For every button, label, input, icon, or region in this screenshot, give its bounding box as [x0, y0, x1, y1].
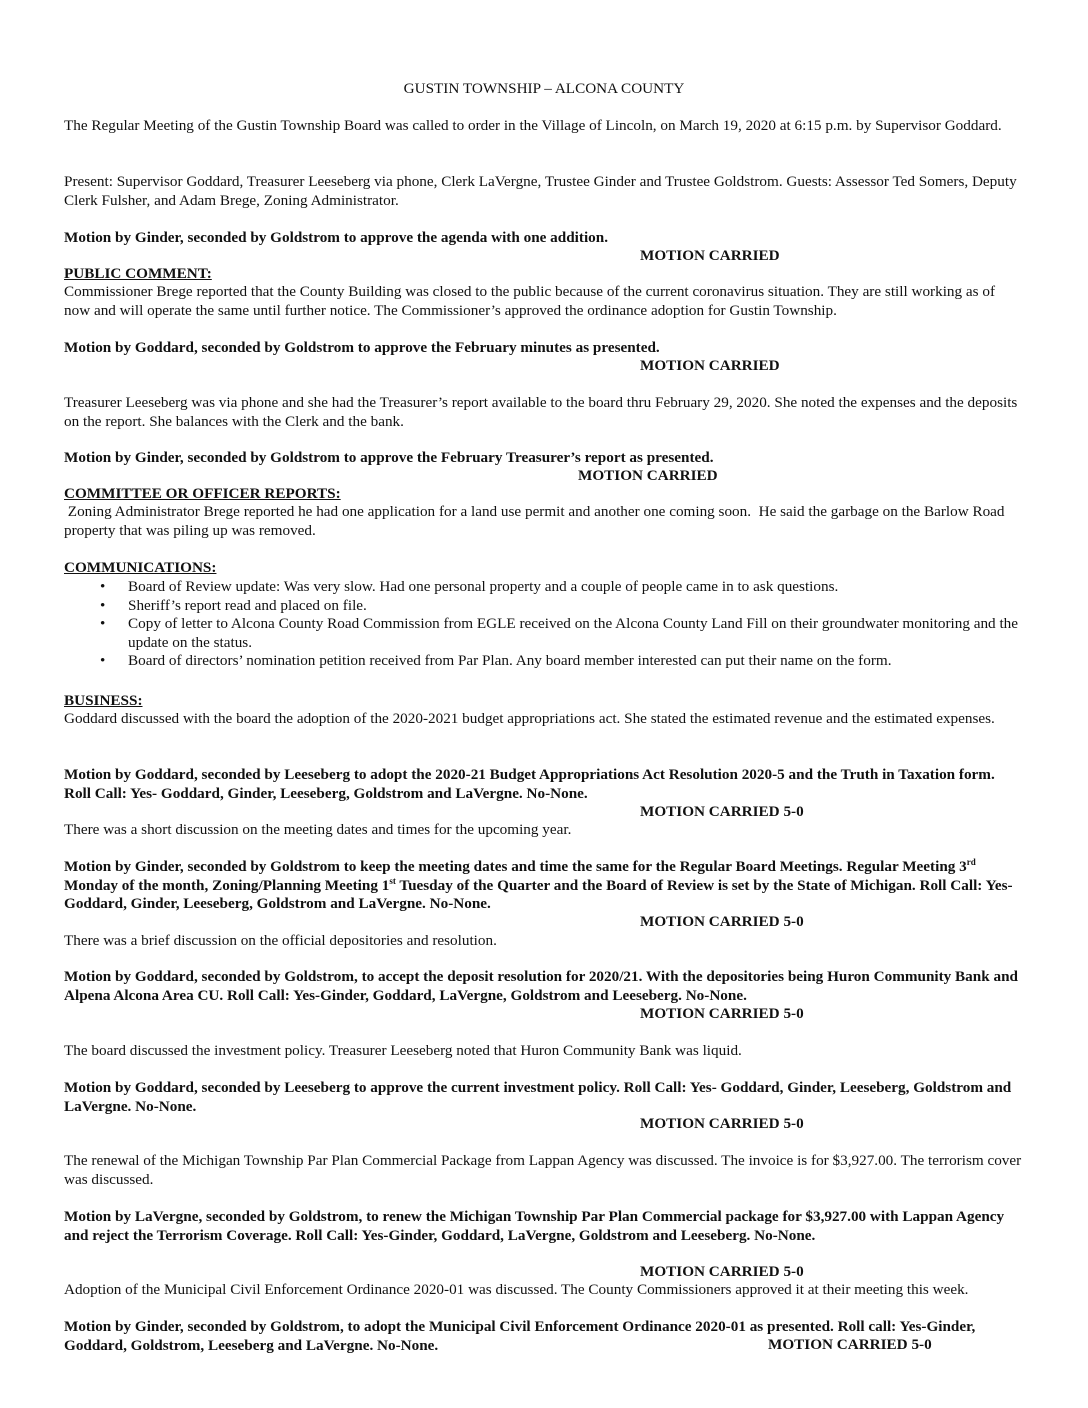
public-comment-text: Commissioner Brege reported that the County Building was closed to the public because of the current coronavirus situation. They are still working as of now and will operate the same until further notice. The Commissioner’s approved the ordinance adoption for Gustin Township. — [64, 283, 996, 319]
motion-budget: Motion by Goddard, seconded by Leeseberg to adopt the 2020-21 Budget Appropriations Act Resolution 2020-5 and the Truth in Taxation form. Roll Call: Yes- Goddard, Ginder, Leeseberg, Goldstrom and LaVergne. No-None. — [64, 766, 995, 802]
bullet-icon: • — [100, 652, 106, 669]
committee-text: Zoning Administrator Brege reported he had one application for a land use permit and another one coming soon. He said the garbage on the Barlow Road property that was piling up was removed. — [64, 503, 1009, 539]
list-item: • Board of directors’ nomination petition received from Par Plan. Any board member interested can put their name on the form. — [100, 652, 892, 669]
intro-paragraph: The Regular Meeting of the Gustin Township Board was called to order in the Village of Lincoln, on March 19, 2020 at 6:15 p.m. by Supervisor Goddard. — [64, 117, 1002, 134]
motion-treasurer: Motion by Ginder, seconded by Goldstrom to approve the February Treasurer’s report as presented. — [64, 449, 714, 466]
motion-carried-treasurer: MOTION CARRIED — [578, 467, 718, 484]
document-title: GUSTIN TOWNSHIP – ALCONA COUNTY — [403, 80, 685, 97]
present-paragraph: Present: Supervisor Goddard, Treasurer Leeseberg via phone, Clerk LaVergne, Trustee Ginder and Trustee Goldstrom. Guests: Assessor Ted Somers, Deputy Clerk Fulsher, and Adam Brege, Zoning Administrator. — [64, 173, 1017, 209]
motion-carried-agenda: MOTION CARRIED — [640, 247, 780, 264]
bullet-icon: • — [100, 615, 106, 632]
motion-carried-parplan: MOTION CARRIED 5-0 — [640, 1263, 804, 1280]
committee-heading: COMMITTEE OR OFFICER REPORTS: — [64, 485, 341, 502]
motion-carried-ordinance: MOTION CARRIED 5-0 — [768, 1336, 932, 1353]
motion-investment: Motion by Goddard, seconded by Leeseberg to approve the current investment policy. Roll Call: Yes- Goddard, Ginder, Leeseberg, Goldstrom and LaVergne. No-None. — [64, 1079, 1012, 1115]
ordinance-discussion: Adoption of the Municipal Civil Enforcement Ordinance 2020-01 was discussed. The County Commissioners approved it at their meeting this week. — [64, 1281, 969, 1298]
motion-deposit: Motion by Goddard, seconded by Goldstrom, to accept the deposit resolution for 2020/21. With the depositories being Huron Community Bank and Alpena Alcona Area CU. Roll Call: Yes-Ginder, Goddard, LaVergne, Goldstrom and Leeseberg. No-None. — [64, 968, 1018, 1004]
motion-agenda: Motion by Ginder, seconded by Goldstrom to approve the agenda with one addition. — [64, 229, 609, 246]
motion-carried-deposit: MOTION CARRIED 5-0 — [640, 1005, 804, 1022]
parplan-discussion: The renewal of the Michigan Township Par Plan Commercial Package from Lappan Agency was discussed. The invoice is for $3,927.00. The terrorism cover was discussed. — [64, 1152, 1022, 1188]
communications-list — [64, 578, 1024, 671]
motion-carried-dates: MOTION CARRIED 5-0 — [640, 913, 804, 930]
investment-discussion: The board discussed the investment policy. Treasurer Leeseberg noted that Huron Community Bank was liquid. — [64, 1042, 742, 1059]
dates-discussion: There was a short discussion on the meeting dates and times for the upcoming year. — [64, 821, 572, 838]
communications-heading: COMMUNICATIONS: — [64, 559, 217, 576]
business-text: Goddard discussed with the board the adoption of the 2020-2021 budget appropriations act. She stated the estimated revenue and the estimated expenses. — [64, 710, 995, 727]
motion-ordinance: Motion by Ginder, seconded by Goldstrom, to adopt the Municipal Civil Enforcement Ordinance 2020-01 as presented. Roll call: Yes-Ginder, Goddard, Goldstrom, Leeseberg and LaVergne. No-None. — [64, 1318, 976, 1354]
motion-parplan: Motion by LaVergne, seconded by Goldstrom, to renew the Michigan Township Par Plan Commercial package for $3,927.00 with Lappan Agency and reject the Terrorism Coverage. Roll Call: Yes-Ginder, Goddard, LaVergne, Goldstrom and Leeseberg. No-None. — [64, 1208, 1005, 1244]
list-item: • Sheriff’s report read and placed on file. — [100, 596, 367, 614]
treasurer-paragraph: Treasurer Leeseberg was via phone and she had the Treasurer’s report available to the board thru February 29, 2020. She noted the expenses and the deposits on the report. She balances with the Clerk and the bank. — [64, 394, 1018, 430]
minutes-page — [64, 0, 1024, 1408]
motion-carried-budget: MOTION CARRIED 5-0 — [640, 803, 804, 820]
depositories-discussion: There was a brief discussion on the official depositories and resolution. — [64, 932, 497, 949]
motion-carried-minutes: MOTION CARRIED — [640, 357, 780, 374]
list-item: • Board of Review update: Was very slow. Had one personal property and a couple of people came in to ask questions. — [100, 578, 839, 595]
motion-dates: Motion by Ginder, seconded by Goldstrom to keep the meeting dates and time the same for the Regular Board Meetings. Regular Meeting 3rd Monday of the month, Zoning/Planning Meeting 1st Tuesday of the Quarter and the Board of Review is set by the State of Michigan. Roll Call: Yes-Goddard, Ginder, Leeseberg, Goldstrom and LaVergne. No-None. — [64, 856, 1013, 912]
bullet-icon: • — [100, 578, 106, 595]
motion-minutes: Motion by Goddard, seconded by Goldstrom to approve the February minutes as presented. — [64, 339, 660, 356]
motion-carried-investment: MOTION CARRIED 5-0 — [640, 1115, 804, 1132]
public-comment-heading: PUBLIC COMMENT: — [64, 265, 212, 282]
business-heading: BUSINESS: — [64, 692, 143, 709]
list-item: • Copy of letter to Alcona County Road Commission from EGLE received on the Alcona County Land Fill on their groundwater monitoring and the update on the status. — [100, 615, 1019, 651]
bullet-icon: • — [100, 596, 106, 614]
